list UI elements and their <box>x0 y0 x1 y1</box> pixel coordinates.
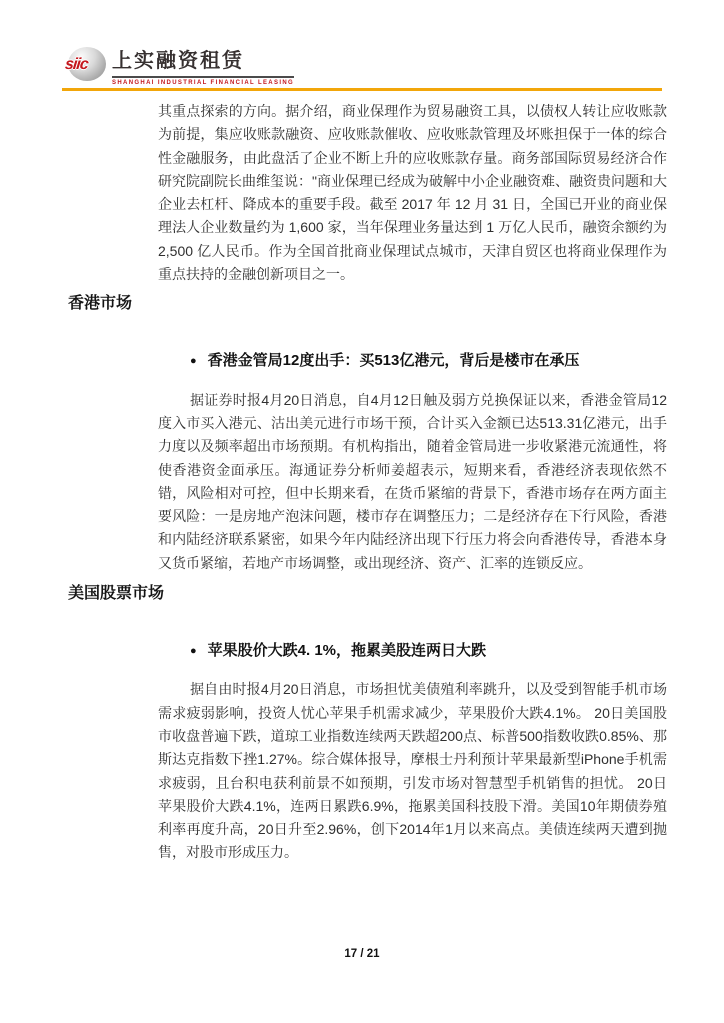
document-body <box>68 100 667 865</box>
page-number: 17 / 21 <box>344 948 380 960</box>
siic-globe-icon <box>64 47 106 81</box>
news-headline-us-stocks <box>190 640 667 664</box>
section-heading-us-stocks: 美国股票市场 <box>68 585 165 603</box>
bullet-icon: ● <box>190 645 197 658</box>
logo-siic-text: siic <box>64 56 89 73</box>
news-headline-hongkong <box>190 350 667 374</box>
hongkong-paragraph: 据证券时报4月20日消息，自4月12日触及弱方兑换保证以来，香港金管局12度入市买入港元、沽出美元进行市场干预，合计买入金额已达513.31亿港元，出手力度以及频率超出市场预期。有机构指出，随着金管局进一步收紧港元流通性，将使香港资金面承压。海通证券分析师姜超表示，短期来看，香港经济表现依然不错，风险相对可控，但中长期来看，在货币紧缩的背景下，香港市场存在两方面主要风险：一是房地产泡沫问题，楼市存在调整压力；二是经济存在下行风险，香港和内陆经济联系紧密，如果今年内陆经济出现下行压力将会向香港传导，香港本身又货币紧缩，若地产市场调整，或出现经济、资产、汇率的连锁反应。 <box>158 391 667 571</box>
logo-english-name: SHANGHAI INDUSTRIAL FINANCIAL LEASING <box>112 80 295 86</box>
page-footer <box>0 948 724 960</box>
us-stocks-paragraph: 据自由时报4月20日消息，市场担忧美债殖利率跳升，以及受到智能手机市场需求疲弱影响，投资人忧心苹果手机需求减少，苹果股价大跌4.1%。 20日美国股市收盘普遍下跌，道琼工业指数连续两天跌超200点、标普500指数收跌0.85%、那斯达克指数下挫1.27%。综合媒体报导，摩根士丹利预计苹果最新型iPhone手机需求疲弱，且台积电获利前景不如预期，引发市场对智慧型手机销售的担忧。 20日苹果股价大跌4.1%，连两日累跌6.9%，拖累美国科技股下滑。美国10年期债券殖利率再度升高，20日升至2.96%，创下2014年1月以来高点。美债连续两天遭到抛售，对股市形成压力。 <box>158 681 667 861</box>
headline-text-us-stocks: 苹果股价大跌4. 1%，拖累美股连两日大跌 <box>207 642 487 660</box>
bullet-icon: ● <box>190 355 197 368</box>
logo-names <box>112 44 294 86</box>
intro-paragraph: 其重点探索的方向。据介绍，商业保理作为贸易融资工具，以债权人转让应收账款为前提，集应收账款融资、应收账款催收、应收账款管理及坏账担保于一体的综合性金融服务，由此盘活了企业不断上升的应收账款存量。商务部国际贸易经济合作研究院副院长曲维玺说："商业保理已经成为破解中小企业融资难、融资贵问题和大企业去杠杆、降成本的重要手段。截至 2017 年 12 月 31 日，全国已开业的商业保理法人企业数量约为 1,600 家，当年保理业务量达到 1 万亿人民币，融资余额约为 2,500 亿人民币。作为全国首批商业保理试点城市，天津自贸区也将商业保理作为重点扶持的金融创新项目之一。 <box>158 103 667 283</box>
page-header <box>64 44 295 86</box>
section-heading-hongkong: 香港市场 <box>68 295 133 313</box>
headline-text-hongkong: 香港金管局12度出手：买513亿港元，背后是楼市在承压 <box>207 352 580 370</box>
header-divider <box>62 88 662 91</box>
logo-chinese-name: 上实融资租赁 <box>112 44 294 78</box>
